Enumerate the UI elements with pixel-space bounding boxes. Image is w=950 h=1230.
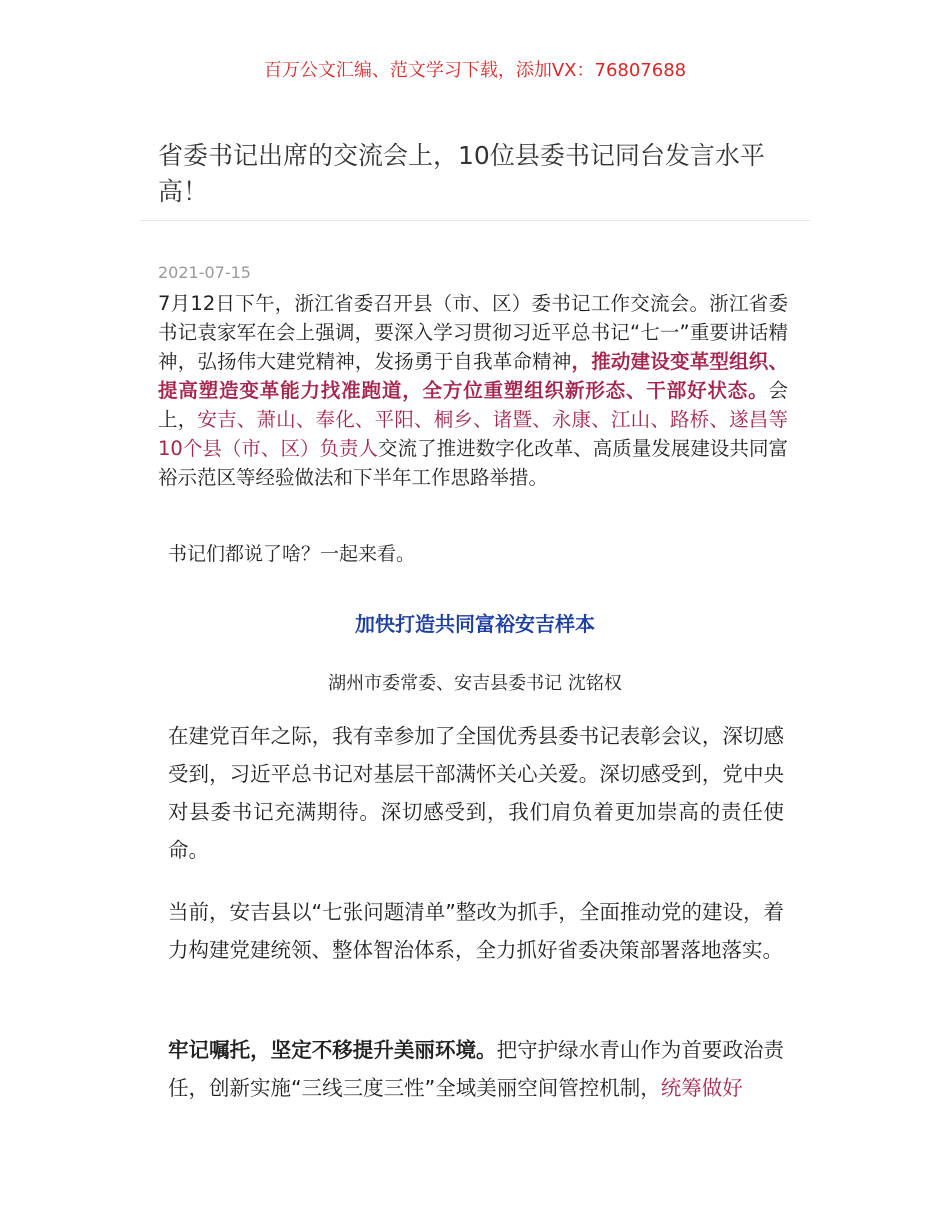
- body-paragraph: 在建党百年之际，我有幸参加了全国优秀县委书记表彰会议，深切感受到，习近平总书记对基层干部满怀关心关爱。深切感受到，党中央对县委书记充满期待。深切感受到，我们肩负着更加崇高的责任使命。: [168, 724, 784, 862]
- section-author: 湖州市委常委、安吉县委书记 沈铭权: [328, 673, 622, 694]
- para-highlight: 统筹做好: [660, 1076, 743, 1100]
- lead-text: 书记们都说了啥？一起来看。: [168, 543, 416, 565]
- intro-highlight: ，推动建设变革型组织、提高塑造变革能力找准跑道，全方位重塑组织新形态、干部好状态。: [158, 350, 788, 402]
- publish-date: 2021-07-15: [158, 263, 251, 282]
- body-paragraph: 当前，安吉县以“七张问题清单”整改为抓手，全面推动党的建设，着力构建党建统领、整体智治体系，全力抓好省委决策部署落地落实。: [168, 900, 784, 962]
- intro-paragraph: [158, 289, 788, 492]
- article-title: 省委书记出席的交流会上，10位县委书记同台发言水平高！: [158, 141, 765, 206]
- intro-text: 7月12日下午，浙江省委召开县（市、区）委书记工作交流会。浙江省委书记袁家军在会上强调，要深入学习贯彻习近平总书记“七一”重要讲话精神，弘扬伟大建党精神，发扬勇于自我革命精神: [158, 292, 788, 373]
- promo-banner: 百万公文汇编、范文学习下载，添加VX：76807688: [263, 60, 687, 81]
- intro-text: 交流了推进数字化改革、高质量发展建设共同富裕示范区等经验做法和下半年工作思路举措。: [158, 437, 788, 489]
- title-divider: [140, 220, 810, 221]
- section-title: 加快打造共同富裕安吉样本: [355, 612, 595, 636]
- intro-text: 会上，: [158, 379, 788, 431]
- intro-counties: 安吉、萧山、奉化、平阳、桐乡、诸暨、永康、江山、路桥、遂昌等10个县（市、区）负责人: [158, 408, 788, 460]
- body-paragraph: [168, 1031, 784, 1107]
- para-bold-lead: 牢记嘱托，坚定不移提升美丽环境。: [168, 1038, 497, 1062]
- para-text: 把守护绿水青山作为首要政治责任，创新实施“三线三度三性”全域美丽空间管控机制，: [168, 1038, 785, 1100]
